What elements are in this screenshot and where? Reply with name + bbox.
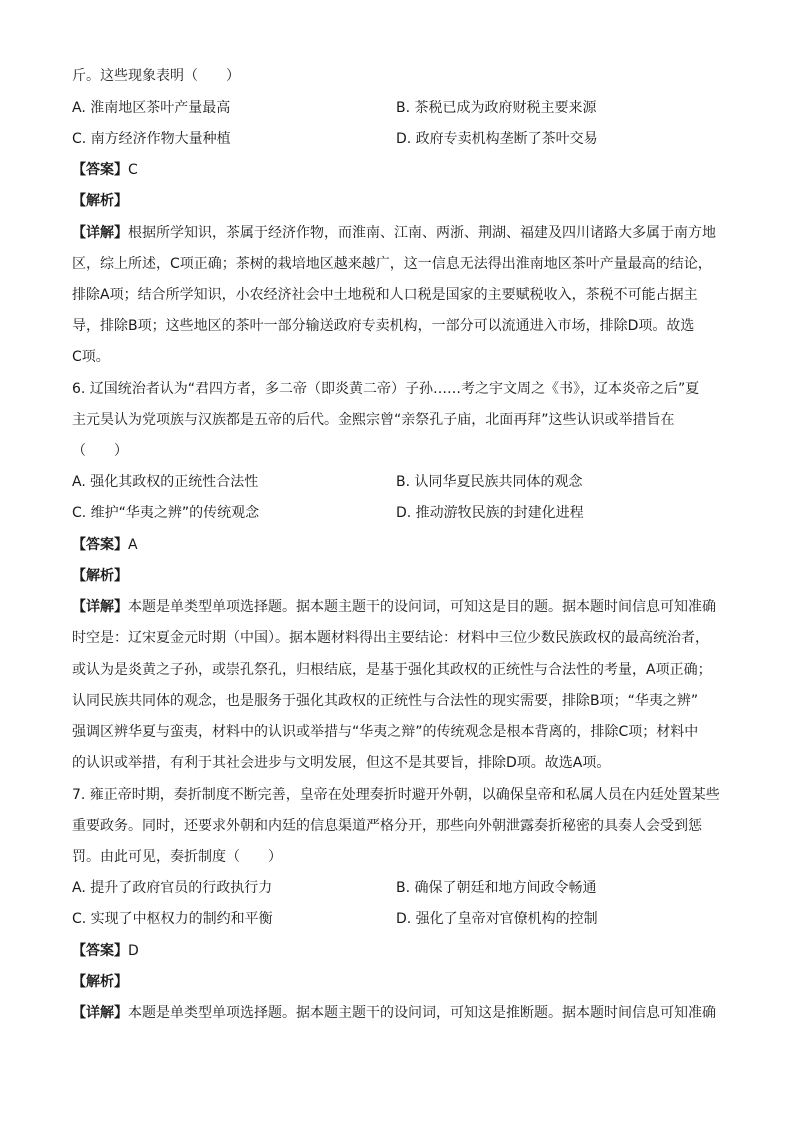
answer-value: C (128, 162, 138, 178)
q5-option-b: B. 茶税已成为政府财税主要来源 (396, 100, 597, 116)
q7-answer (72, 941, 139, 961)
detail-tag: 【详解】 (72, 225, 128, 241)
q7-option-a: A. 提升了政府官员的行政执行力 (72, 880, 273, 896)
q6-stem-line: 主元昊认为党项族与汉族都是五帝的后代。金熙宗曾“亲祭孔子庙，北面再拜”这些认识或举措旨在 (72, 412, 675, 428)
detail-text: 根据所学知识，茶属于经济作物，而淮南、江南、两浙、荆湖、福建及四川诸路大多属于南方地 (128, 225, 716, 241)
q6-detail-line: 时空是：辽宋夏金元时期（中国）。据本题材料得出主要结论：材料中三位少数民族政权的最高统治者， (72, 630, 709, 646)
q7-option-b: B. 确保了朝廷和地方间政令畅通 (396, 880, 597, 896)
q6-option-b: B. 认同华夏民族共同体的观念 (396, 474, 583, 490)
q6-option-a: A. 强化其政权的正统性合法性 (72, 474, 259, 490)
answer-tag: 【答案】 (72, 943, 128, 959)
answer-tag: 【答案】 (72, 162, 128, 178)
q5-analysis-tag: 【解析】 (72, 193, 128, 209)
detail-text: 本题是单类型单项选择题。据本题主题干的设问词，可知这是推断题。据本题时间信息可知准确 (128, 1005, 716, 1021)
q7-detail-line (72, 1003, 716, 1023)
q6-option-c: C. 维护“华夷之辨”的传统观念 (72, 505, 260, 521)
q6-detail-line: 认同民族共同体的观念，也是服务于强化其政权的正统性与合法性的现实需要，排除B项；“华夷之辨” (72, 693, 699, 709)
q6-stem-line: 6. 辽国统治者认为“君四方者，多二帝（即炎黄二帝）子孙……考之宇文周之《书》，辽本炎帝之后”夏 (72, 381, 700, 397)
q5-option-a: A. 淮南地区茶叶产量最高 (72, 100, 231, 116)
q7-option-c: C. 实现了中枢权力的制约和平衡 (72, 911, 273, 927)
q5-option-d: D. 政府专卖机构垄断了茶叶交易 (396, 131, 598, 147)
q6-analysis-tag: 【解析】 (72, 568, 128, 584)
answer-value: A (128, 537, 138, 553)
q5-detail-line: C项。 (72, 349, 110, 365)
q7-stem-line: 罚。由此可见，奏折制度（ ） (72, 849, 282, 865)
q6-detail-line: 强调区辨华夏与蛮夷，材料中的认识或举措与“华夷之辩”的传统观念是根本背离的，排除C项；材料中 (72, 724, 699, 740)
q5-detail-line: 导，排除B项；这些地区的茶叶一部分输送政府专卖机构，一部分可以流通进入市场，排除D项。故选 (72, 318, 695, 334)
q7-stem-line: 重要政务。同时，还要求外朝和内廷的信息渠道严格分开，那些向外朝泄露奏折秘密的具奏人会受到惩 (72, 818, 702, 834)
q6-detail-line: 的认识或举措，有利于其社会进步与文明发展，但这不是其要旨，排除D项。故选A项。 (72, 755, 611, 771)
answer-value: D (128, 943, 139, 959)
answer-tag: 【答案】 (72, 537, 128, 553)
q6-option-d: D. 推动游牧民族的封建化进程 (396, 505, 584, 521)
q5-option-c: C. 南方经济作物大量种植 (72, 131, 231, 147)
q7-option-d: D. 强化了皇帝对官僚机构的控制 (396, 911, 598, 927)
q6-answer (72, 535, 138, 555)
q5-answer (72, 160, 138, 180)
detail-text: 本题是单类型单项选择题。据本题主题干的设问词，可知这是目的题。据本题时间信息可知准确 (128, 599, 716, 615)
detail-tag: 【详解】 (72, 1005, 128, 1021)
q7-stem-line: 7. 雍正帝时期，奏折制度不断完善，皇帝在处理奏折时避开外朝，以确保皇帝和私属人员在内廷处置某些 (72, 787, 720, 803)
q6-detail-line: 或认为是炎黄之子孙，或崇孔祭孔，归根结底，是基于强化其政权的正统性与合法性的考量，A项正确； (72, 662, 712, 678)
q6-detail-line (72, 597, 716, 617)
q5-detail-line (72, 223, 716, 243)
q5-detail-line: 区，综上所述，C项正确；茶树的栽培地区越来越广，这一信息无法得出淮南地区茶叶产量最高的结论， (72, 256, 712, 272)
detail-tag: 【详解】 (72, 599, 128, 615)
q5-stem-tail: 斤。这些现象表明（ ） (72, 68, 240, 84)
q7-analysis-tag: 【解析】 (72, 974, 128, 990)
q6-stem-line: （ ） (72, 443, 128, 459)
q5-detail-line: 排除A项；结合所学知识，小农经济社会中土地税和人口税是国家的主要赋税收入，茶税不可能占据主 (72, 287, 698, 303)
